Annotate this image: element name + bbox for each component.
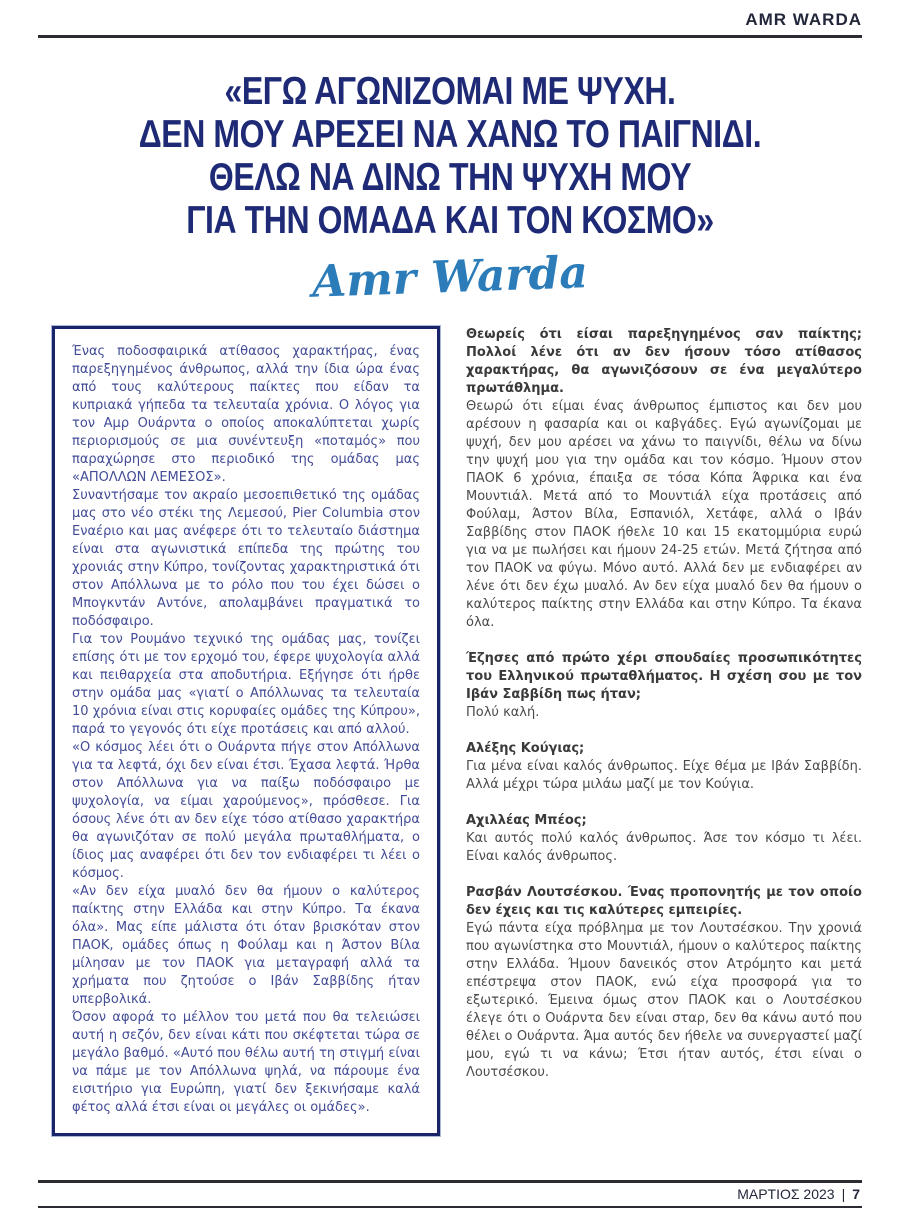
interview-answer: Εγώ πάντα είχα πρόβλημα με τον Λουτσέσκου. Την χρονιά που αγωνίστηκα στο Μουντιάλ, ήμουν ο καλύτερος παίκτης στην Ελλάδα. Ήμουν δανεικός στον Ατρόμητο και μετά επέστρεψα στον ΠΑΟΚ, ενώ είχα προσφορά για το εξωτερικό. Έμεινα όμως στον ΠΑΟΚ και ο Λουτσέσκου έλεγε ότι ο Ουάρντα δεν είναι σταρ, δεν θα κάνω αυτό που θέλει ο Ουάρντα. Άμα αυτός δεν ήθελε να συνεργαστεί μαζί μου, εγώ τι να κάνω; Έτσι ήταν αυτός, έτσι είναι ο Λουτσέσκου. (466, 921, 862, 1080)
headline-line: ΔΕΝ ΜΟΥ ΑΡΕΣΕΙ ΝΑ ΧΑΝΩ ΤΟ ΠΑΙΓΝΙΔΙ. (138, 113, 762, 156)
masthead-title: AMR WARDA (745, 10, 862, 29)
interview-question: Αχιλλέας Μπέος; (466, 813, 587, 828)
footer-separator: | (841, 1186, 846, 1202)
interview-question: Ρασβάν Λουτσέσκου. Ένας προπονητής με τον οποίο δεν έχεις και τις καλύτερες εμπειρίες. (466, 885, 862, 918)
interview-question: Έζησες από πρώτο χέρι σπουδαίες προσωπικότητες του Ελληνικού πρωταθλήματος. Η σχέση σου με τον Ιβάν Σαββίδη πως ήταν; (466, 651, 862, 702)
intro-paragraph: Όσον αφορά το μέλλον του μετά που θα τελειώσει αυτή η σεζόν, δεν είναι κάτι που σκέφτεται τώρα σε μεγάλο βαθμό. «Αυτό που θέλω αυτή τη στιγμή είναι να πάμε με τον Απόλλωνα ψηλά, να πάρουμε ένα εισιτήριο για Ευρώπη, γιατί δεν ξεκινήσαμε καλά φέτος αλλά έτσι είναι οι μεγάλες οι ομάδες». (72, 1010, 420, 1115)
qa-block (466, 326, 862, 632)
interview-answer: Πολύ καλή. (466, 705, 540, 720)
qa-block (466, 740, 862, 794)
interview-answer: Για μένα είναι καλός άνθρωπος. Είχε θέμα με Ιβάν Σαββίδη. Αλλά μέχρι τώρα μιλάω μαζί με τον Κούγια. (466, 759, 862, 792)
footer-page-number: 7 (852, 1186, 860, 1202)
headline-line: ΘΕΛΩ ΝΑ ΔΙΝΩ ΤΗΝ ΨΥΧΗ ΜΟΥ (208, 156, 692, 199)
headline (38, 70, 862, 242)
headline-line: ΓΙΑ ΤΗΝ ΟΜΑΔΑ ΚΑΙ ΤΟΝ ΚΟΣΜΟ» (186, 199, 714, 242)
intro-paragraph: Ένας ποδοσφαιρικά ατίθασος χαρακτήρας, ένας παρεξηγημένος άνθρωπος, αλλά την ίδια ώρα ένας από τους καλύτερους παίκτες που είδαν τα κυπριακά γήπεδα τα τελευταία χρόνια. Ο λόγος για τον Αμρ Ουάρντα ο οποίος αποκαλύπτεται χωρίς περιορισμούς σε μια συνέντευξη «ποταμός» που παραχώρησε στο περιοδικό της ομάδας μας «ΑΠΟΛΛΩΝ ΛΕΜΕΣΟΣ». (72, 344, 420, 485)
intro-paragraph: «Ο κόσμος λέει ότι ο Ουάρντα πήγε στον Απόλλωνα για τα λεφτά, όχι δεν είναι έτσι. Έχασα λεφτά. Ήρθα στον Απόλλωνα για να παίξω ποδόσφαιρο με ψυχολογία, να είμαι χαρούμενος», πρόσθεσε. Για όσους λένε ότι αν δεν είχε τόσο ατίθασο χαρακτήρα θα αγωνιζόταν σε πολύ μεγάλα πρωταθλήματα, ο ίδιος μας αναφέρει ότι δεν τον ενδιαφέρει τι λέει ο κόσμος. (72, 740, 420, 881)
qa-block (466, 812, 862, 866)
interview-question: Αλέξης Κούγιας; (466, 741, 585, 756)
intro-paragraph: Συναντήσαμε τον ακραίο μεσοεπιθετικό της ομάδας μας στο νέο στέκι της Λεμεσού, Pier Columbia στον Εναέριο και μας ανέφερε ότι το τελευταίο διάστημα είναι στα αγωνιστικά επίπεδα της πρώτης του χρονιάς στην Κύπρο, τονίζοντας χαρακτηριστικά ότι στον Απόλλωνα με το ρόλο που του έχει δώσει ο Μπογκντάν Αντόνε, απολαμβάνει πραγματικά το ποδόσφαιρο. (72, 488, 420, 629)
page-footer (38, 1180, 862, 1208)
interview-question: Θεωρείς ότι είσαι παρεξηγημένος σαν παίκτης; Πολλοί λένε ότι αν δεν ήσουν τόσο ατίθασος χαρακτήρας, θα αγωνιζόσουν σε ένα μεγαλύτερο πρωτάθλημα. (466, 327, 862, 396)
qa-block (466, 884, 862, 1082)
signature: Amr Warda (311, 247, 589, 308)
masthead (38, 6, 862, 38)
interview-answer: Και αυτός πολύ καλός άνθρωπος. Άσε τον κόσμο τι λέει. Είναι καλός άνθρωπος. (466, 831, 862, 864)
qa-block (466, 650, 862, 722)
interview-column (466, 326, 862, 1100)
headline-line: «ΕΓΩ ΑΓΩΝΙΖΟΜΑΙ ΜΕ ΨΥΧΗ. (224, 70, 676, 113)
footer-issue: ΜΑΡΤΙΟΣ 2023 (737, 1186, 835, 1202)
intro-paragraph: «Αν δεν είχα μυαλό δεν θα ήμουν ο καλύτερος παίκτης στην Ελλάδα και στην Κύπρο. Τα έκανα όλα». Μας είπε μάλιστα ότι όταν βρισκόταν στον ΠΑΟΚ, ομάδες όπως η Φούλαμ και η Άστον Βίλα μίλησαν με τον ΠΑΟΚ για μεταγραφή αλλά τα χρήματα που ζητούσε ο Ιβάν Σαββίδης ήταν υπερβολικά. (72, 884, 420, 1007)
interview-answer: Θεωρώ ότι είμαι ένας άνθρωπος έμπιστος και δεν μου αρέσουν η φασαρία και οι καβγάδες. Εγώ αγωνίζομαι με ψυχή, δεν μου αρέσει να χάνω το παιγνίδι, θέλω να δίνω την ψυχή μου για την ομάδα και τον κόσμο. Ήμουν στον ΠΑΟΚ 6 χρόνια, έπαιξα σε τόσα Κόπα Άφρικα και ένα Μουντιάλ. Μετά από το Μουντιάλ είχα προτάσεις από Φούλαμ, Άστον Βίλα, Εσπανιόλ, Χετάφε, αλλά ο Ιβάν Σαββίδης στον ΠΑΟΚ ήθελε 10 και 15 εκατομμύρια ευρώ για να με πωλήσει και ήμουν 24-25 ετών. Μετά ζήτησα από τον ΠΑΟΚ να φύγω. Μόνο αυτό. Αλλά δεν με ενδιαφέρει αν λένε ότι δεν έχω μυαλό. Αν δεν είχα μυαλό δεν θα ήμουν ο καλύτερος παίκτης στην Ελλάδα και στην Κύπρο. Τα έκανα όλα. (466, 399, 862, 630)
article-columns (38, 326, 862, 1180)
intro-box (52, 326, 440, 1136)
intro-paragraph: Για τον Ρουμάνο τεχνικό της ομάδας μας, τονίζει επίσης ότι με τον ερχομό του, έφερε ψυχολογία αλλά και πειθαρχεία στα αποδυτήρια. Εξήγησε ότι ήρθε στην ομάδα μας «γιατί ο Απόλλωνας τα τελευταία 10 χρόνια είναι στις κορυφαίες ομάδες της Κύπρου», παρά το γεγονός ότι είχε προτάσεις και από αλλού. (72, 632, 420, 737)
